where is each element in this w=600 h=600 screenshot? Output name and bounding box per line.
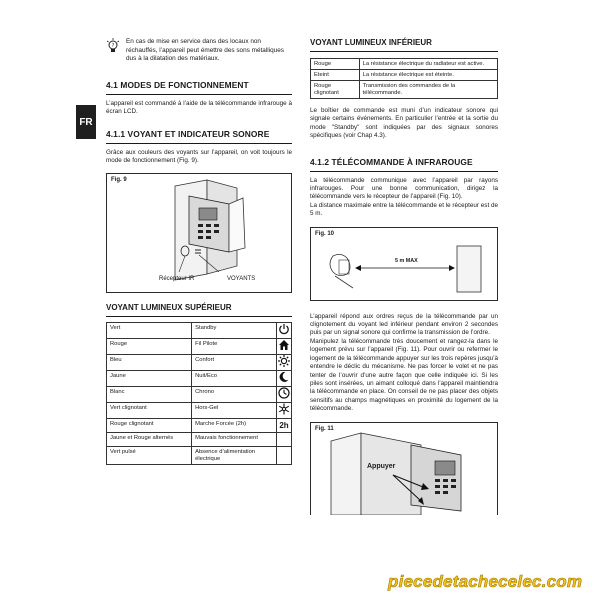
remote-storage-illustration (311, 423, 497, 515)
led-color-cell: Blanc (107, 387, 192, 403)
empty-icon-cell (277, 433, 292, 447)
voyant-superieur-row (107, 371, 292, 387)
figure-9-label: Fig. 9 (111, 177, 127, 184)
mode-cell: Fil Pilote (192, 339, 277, 355)
led-color-cell: Rouge (311, 59, 360, 70)
figure-10-label: Fig. 10 (315, 230, 335, 237)
mode-cell: Chrono (192, 387, 277, 403)
description-cell: La résistance électrique est éteinte. (359, 70, 497, 81)
section-412-title: 4.1.2 TÉLÉCOMMANDE À INFRAROUGE (310, 157, 498, 172)
section-411-title: 4.1.1 VOYANT ET INDICATEUR SONORE (106, 129, 292, 144)
led-color-cell: Vert (107, 323, 192, 339)
house-icon (277, 339, 292, 355)
figure-11 (310, 422, 498, 515)
voyant-inferieur-row (311, 81, 498, 99)
voyant-superieur-row (107, 323, 292, 339)
mode-cell: Marche Forcée (2h) (192, 419, 277, 433)
clock-icon (277, 387, 292, 403)
led-color-cell: Vert pulsé (107, 447, 192, 465)
reponse-paragraph: L’appareil répond aux ordres reçus de la télécommande par un clignotement du voyant led inférieur pendant environ 2 secondes puis par un signal sonore qui confirme la transmission de l’ordre. (310, 312, 498, 337)
mode-cell: Standby (192, 323, 277, 339)
figure-9 (106, 173, 292, 293)
description-cell: La résistance électrique du radiateur est active. (359, 59, 497, 70)
right-column (310, 38, 498, 515)
voyant-superieur-title: VOYANT LUMINEUX SUPÉRIEUR (106, 303, 292, 317)
empty-icon-cell (277, 447, 292, 465)
voyant-superieur-row (107, 403, 292, 419)
section-41-text: L’appareil est commandé à l’aide de la télécommande infrarouge à écran LCD. (106, 99, 292, 116)
figure-10 (310, 227, 498, 301)
watermark-logo: piecedetachecelec.com (388, 572, 583, 591)
voyant-superieur-row (107, 387, 292, 403)
voyant-inferieur-row (311, 59, 498, 70)
led-color-cell: Rouge clignotant (311, 81, 360, 99)
led-color-cell: Eteint (311, 70, 360, 81)
led-color-cell: Rouge (107, 339, 192, 355)
voyant-superieur-row (107, 419, 292, 433)
voyant-superieur-row (107, 355, 292, 371)
sun-icon (277, 355, 292, 371)
mode-cell: Nuit/Eco (192, 371, 277, 387)
lightbulb-icon (106, 38, 120, 64)
figure-11-label: Fig. 11 (315, 425, 334, 432)
mode-cell: Hors-Gel (192, 403, 277, 419)
voyant-inferieur-row (311, 70, 498, 81)
led-color-cell: Vert clignotant (107, 403, 192, 419)
section-411-text: Grâce aux couleurs des voyants sur l’appareil, on voit toujours le mode de fonctionnement (Fig. 9). (106, 148, 292, 164)
power-icon (277, 323, 292, 339)
mode-cell: Mauvais fonctionnement (192, 433, 277, 447)
section-412-text2: La distance maximale entre la télécommande et le récepteur est de 5 m. (310, 201, 498, 218)
moon-icon (277, 371, 292, 387)
voyant-superieur-table (106, 322, 292, 465)
boitier-text: Le boîtier de commande est muni d’un indicateur sonore qui signale certains événements. En particulier l’entrée et la sortie du mode "Standby" sont indiquées par des signaux sonores spécifiques (voir Chap 4.3). (310, 107, 498, 140)
led-color-cell: Rouge clignotant (107, 419, 192, 433)
section-41-title: 4.1 MODES DE FONCTIONNEMENT (106, 80, 292, 95)
intro-note-text: En cas de mise en service dans des locaux non réchauffés, l’appareil peut émettre des sons métalliques dus à la dilatation des matériaux. (126, 38, 284, 63)
distance-label: 5 m MAX (395, 257, 418, 264)
led-color-cell: Jaune (107, 371, 192, 387)
language-tab: FR (76, 105, 96, 139)
ir-receiver-label: Récepteur IR (159, 276, 195, 283)
manipulation-paragraph: Manipulez la télécommande très doucement et rangez-la dans le logement prévu sur l’appareil (Fig. 11). Pour ouvrir ou refermer le logement de la télécommande appuyer sur les trois repères jusqu’à entendre le déclic du mécanisme. Ne pas forcer le volet et ne pas tenter de l’ouvrir d’une autre façon que celle indiquée ici. Si les piles sont insérées, un aimant colloqué dans l’appareil maintiendra la télécommande en place. On conseil de ne pas placer des objets sensitifs au champs magnétiques en proximité du logement de la télécommande. (310, 337, 498, 413)
mode-cell: Confort (192, 355, 277, 371)
led-color-cell: Jaune et Rouge alternés (107, 433, 192, 447)
intro-note (106, 38, 292, 64)
snowflake-icon (277, 403, 292, 419)
remote-distance-illustration (311, 228, 497, 300)
two-hours-icon: 2h (277, 419, 292, 433)
voyant-inferieur-table (310, 58, 498, 99)
leds-label: VOYANTS (227, 276, 256, 283)
mode-cell: Absence d’alimentation électrique (192, 447, 277, 465)
voyant-superieur-row (107, 339, 292, 355)
description-cell: Transmission des commandes de la télécommande. (359, 81, 497, 99)
voyant-superieur-row (107, 447, 292, 465)
svg-text:?: ? (111, 43, 115, 49)
voyant-superieur-row (107, 433, 292, 447)
left-column (106, 38, 292, 465)
voyant-inferieur-title: VOYANT LUMINEUX INFÉRIEUR (310, 38, 498, 52)
led-color-cell: Bleu (107, 355, 192, 371)
appuyer-label: Appuyer (367, 462, 396, 470)
section-412-text1: La télécommande communique avec l’appareil par rayons infrarouges. Pour une bonne communication, dirigez la télécommande vers le récepteur de l’appareil (Fig. 10). (310, 176, 498, 201)
radiator-illustration (107, 174, 291, 292)
